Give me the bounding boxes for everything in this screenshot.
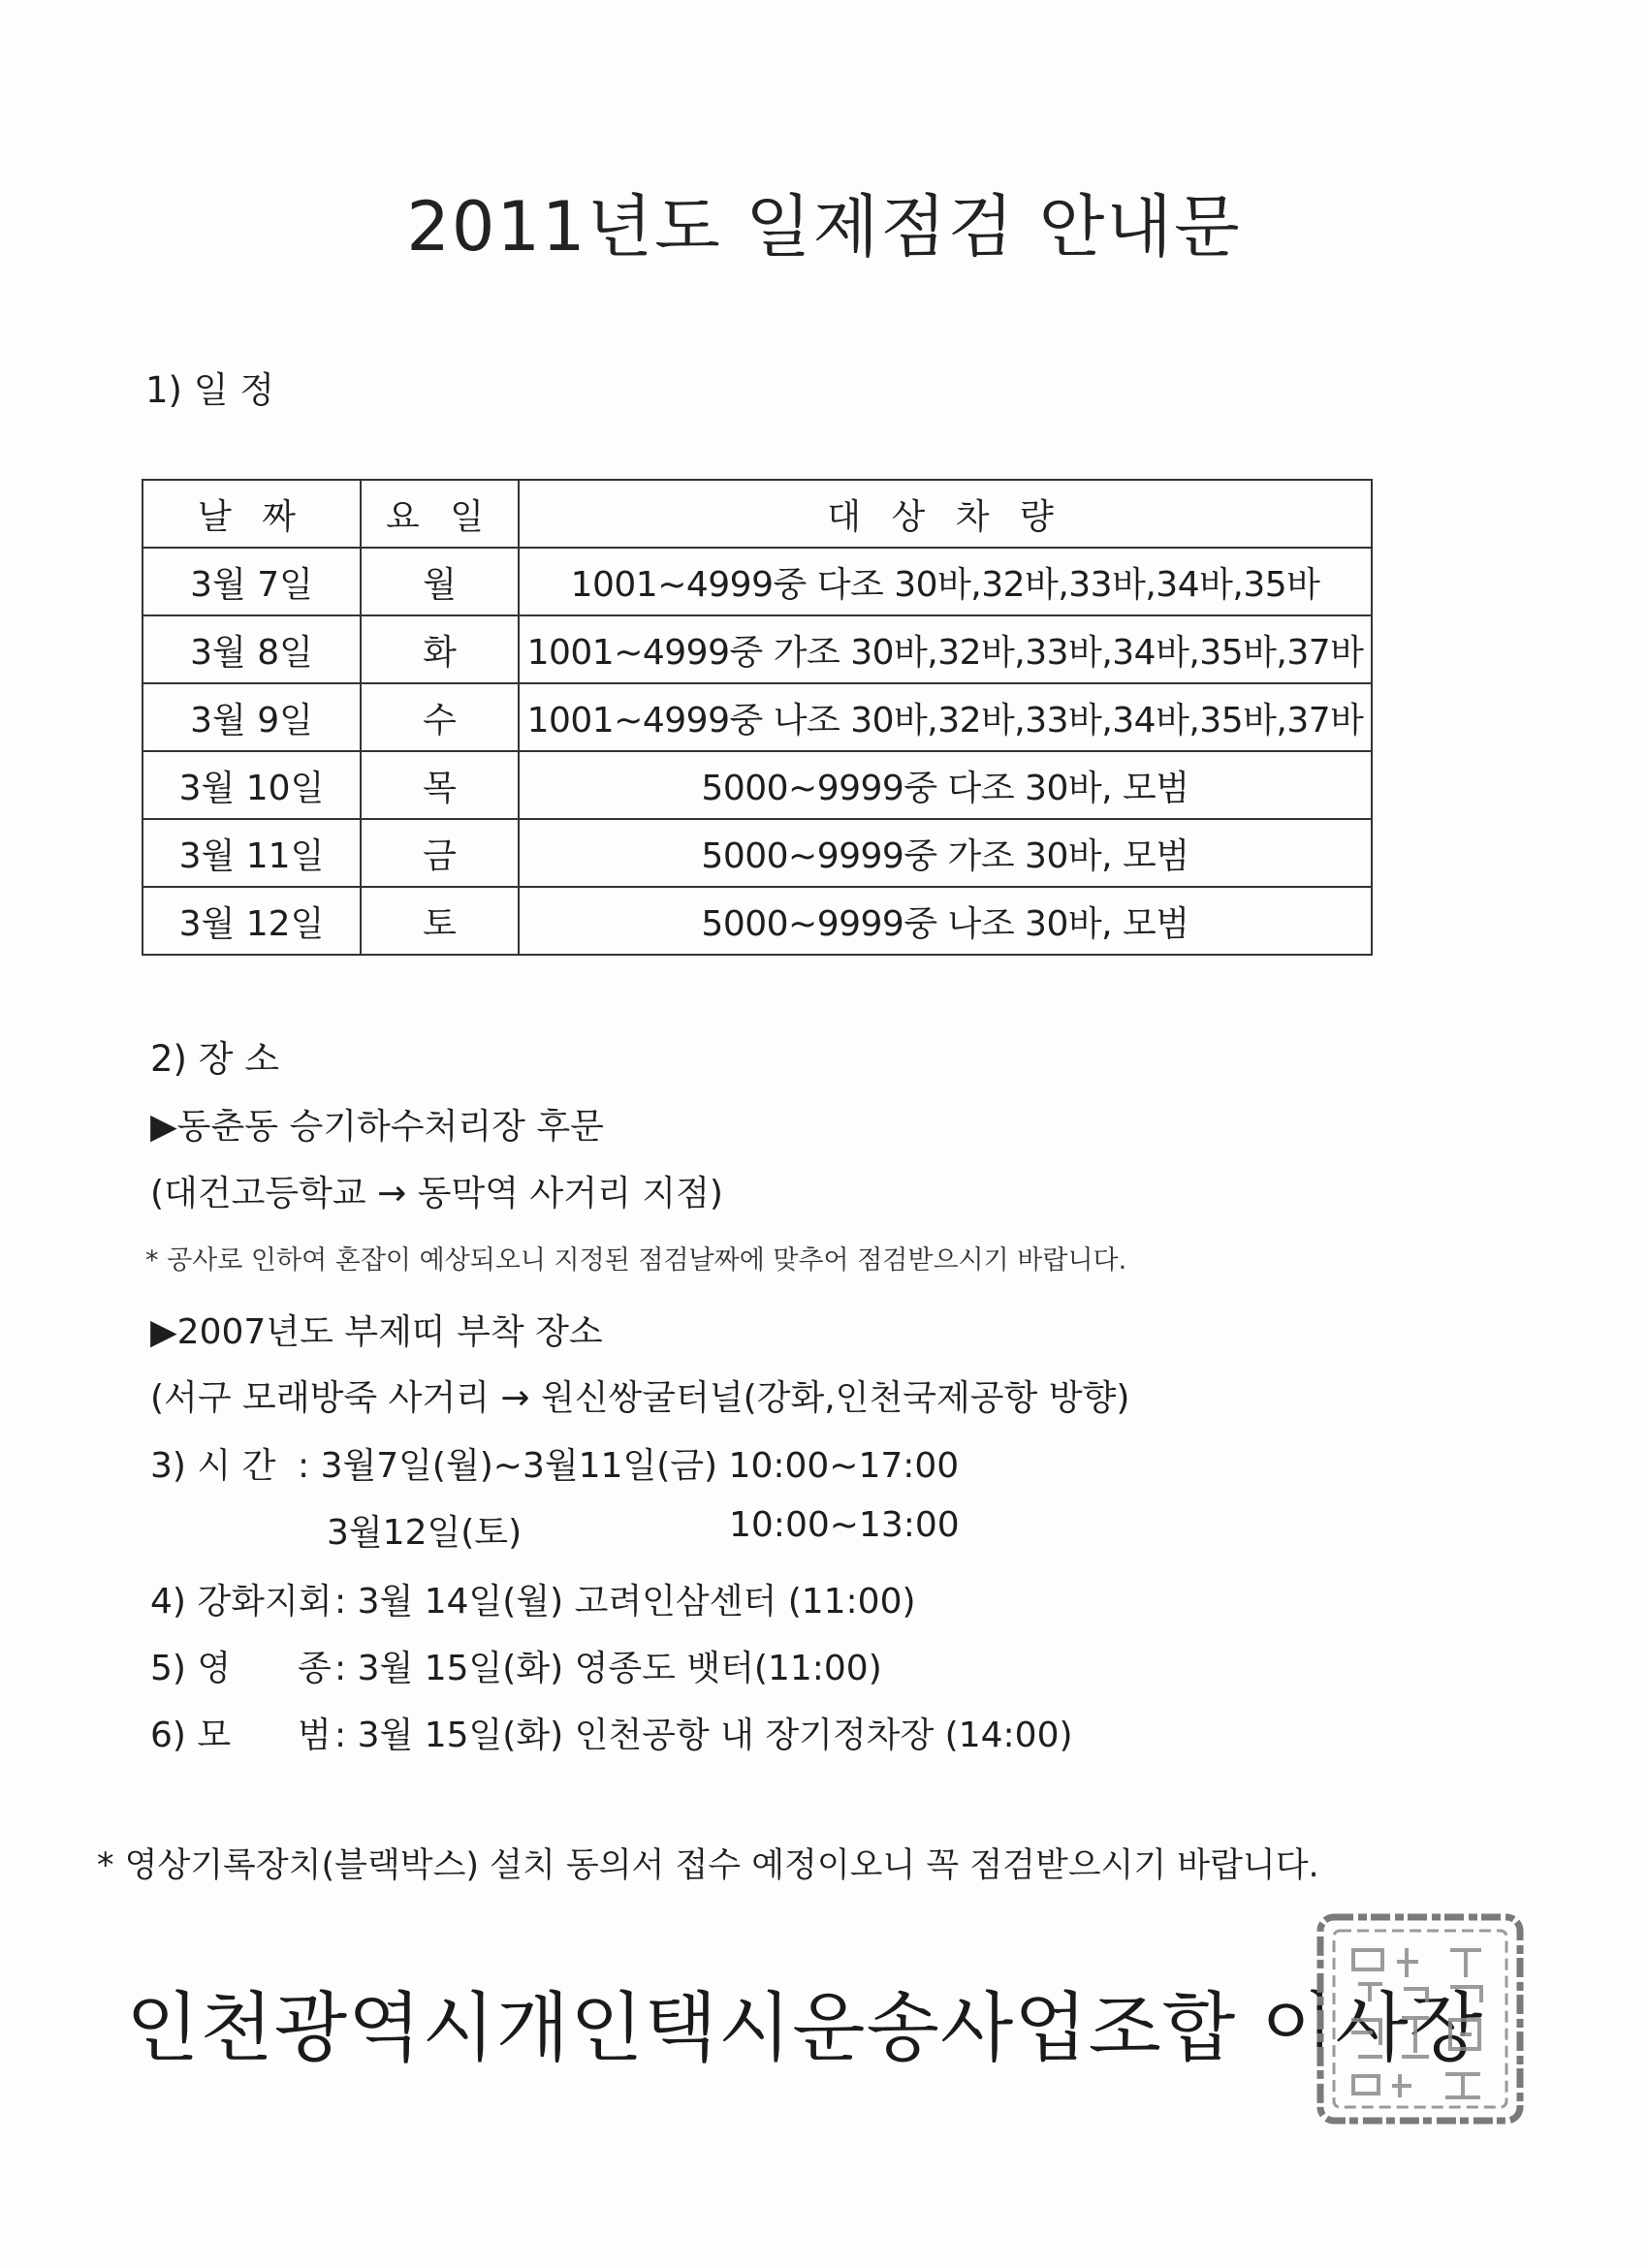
time-line-2-date: 3월12일(토) — [327, 1513, 523, 1553]
cell-vehicles: 5000~9999중 가조 30바, 모범 — [519, 819, 1372, 887]
time-line-1: : 3월7일(월)~3월11일(금) 10:00~17:00 — [298, 1446, 960, 1486]
section-schedule-heading: 1) 일 정 — [145, 369, 274, 411]
table-row — [143, 548, 1372, 615]
ganghwa-value: : 3월 14일(월) 고려인삼센터 (11:00) — [334, 1582, 916, 1622]
cell-date: 3월 10일 — [143, 751, 361, 819]
time-line-2-time: 10:00~13:00 — [729, 1505, 960, 1545]
signature-line: 인천광역시개인택시운송사업조합 이사장 — [126, 1985, 1484, 2072]
blackbox-notice: * 영상기록장치(블랙박스) 설치 동의서 접수 예정이오니 꼭 점검받으시기 바랍니다. — [97, 1846, 1319, 1885]
table-row — [143, 683, 1372, 751]
cell-weekday: 금 — [361, 819, 519, 887]
cell-weekday: 화 — [361, 615, 519, 683]
location-1-name: ▶동춘동 승기하수처리장 후문 — [150, 1107, 604, 1147]
cell-date: 3월 7일 — [143, 548, 361, 615]
location-2-route: (서구 모래방죽 사거리 → 원신쌍굴터널(강화,인천국제공항 방향) — [150, 1378, 1130, 1418]
cell-date: 3월 12일 — [143, 887, 361, 955]
table-row — [143, 751, 1372, 819]
time-label: 3) 시 간 — [150, 1446, 276, 1486]
table-row — [143, 887, 1372, 955]
cell-date: 3월 9일 — [143, 683, 361, 751]
official-seal-icon — [1315, 1911, 1526, 2126]
table-row — [143, 819, 1372, 887]
cell-vehicles: 1001~4999중 다조 30바,32바,33바,34바,35바 — [519, 548, 1372, 615]
table-header-row — [143, 480, 1372, 548]
cell-vehicles: 5000~9999중 나조 30바, 모범 — [519, 887, 1372, 955]
cell-date: 3월 11일 — [143, 819, 361, 887]
cell-weekday: 토 — [361, 887, 519, 955]
table-row — [143, 615, 1372, 683]
cell-weekday: 수 — [361, 683, 519, 751]
yeongjong-label-b: 종 — [298, 1649, 332, 1688]
mobeom-label-a: 6) 모 — [150, 1716, 232, 1755]
schedule-table — [142, 479, 1373, 956]
location-2-name: ▶2007년도 부제띠 부착 장소 — [150, 1312, 603, 1352]
cell-vehicles: 1001~4999중 나조 30바,32바,33바,34바,35바,37바 — [519, 683, 1372, 751]
cell-vehicles: 5000~9999중 다조 30바, 모범 — [519, 751, 1372, 819]
cell-weekday: 목 — [361, 751, 519, 819]
mobeom-value: : 3월 15일(화) 인천공항 내 장기정차장 (14:00) — [334, 1716, 1073, 1755]
yeongjong-label-a: 5) 영 — [150, 1649, 232, 1688]
location-1-route: (대건고등학교 → 동막역 사거리 지점) — [150, 1174, 723, 1213]
section-location-heading: 2) 장 소 — [150, 1038, 279, 1080]
ganghwa-label: 4) 강화지회 — [150, 1582, 333, 1622]
mobeom-label-b: 범 — [298, 1716, 332, 1755]
header-vehicles: 대 상 차 량 — [519, 480, 1372, 548]
header-date: 날 짜 — [143, 480, 361, 548]
cell-weekday: 월 — [361, 548, 519, 615]
location-1-note: * 공사로 인하여 혼잡이 예상되오니 지정된 점검날짜에 맞추어 점검받으시기 바랍니다. — [145, 1245, 1127, 1276]
document-title: 2011년도 일제점검 안내문 — [406, 187, 1242, 267]
cell-vehicles: 1001~4999중 가조 30바,32바,33바,34바,35바,37바 — [519, 615, 1372, 683]
yeongjong-value: : 3월 15일(화) 영종도 뱃터(11:00) — [334, 1649, 882, 1688]
header-weekday: 요 일 — [361, 480, 519, 548]
cell-date: 3월 8일 — [143, 615, 361, 683]
